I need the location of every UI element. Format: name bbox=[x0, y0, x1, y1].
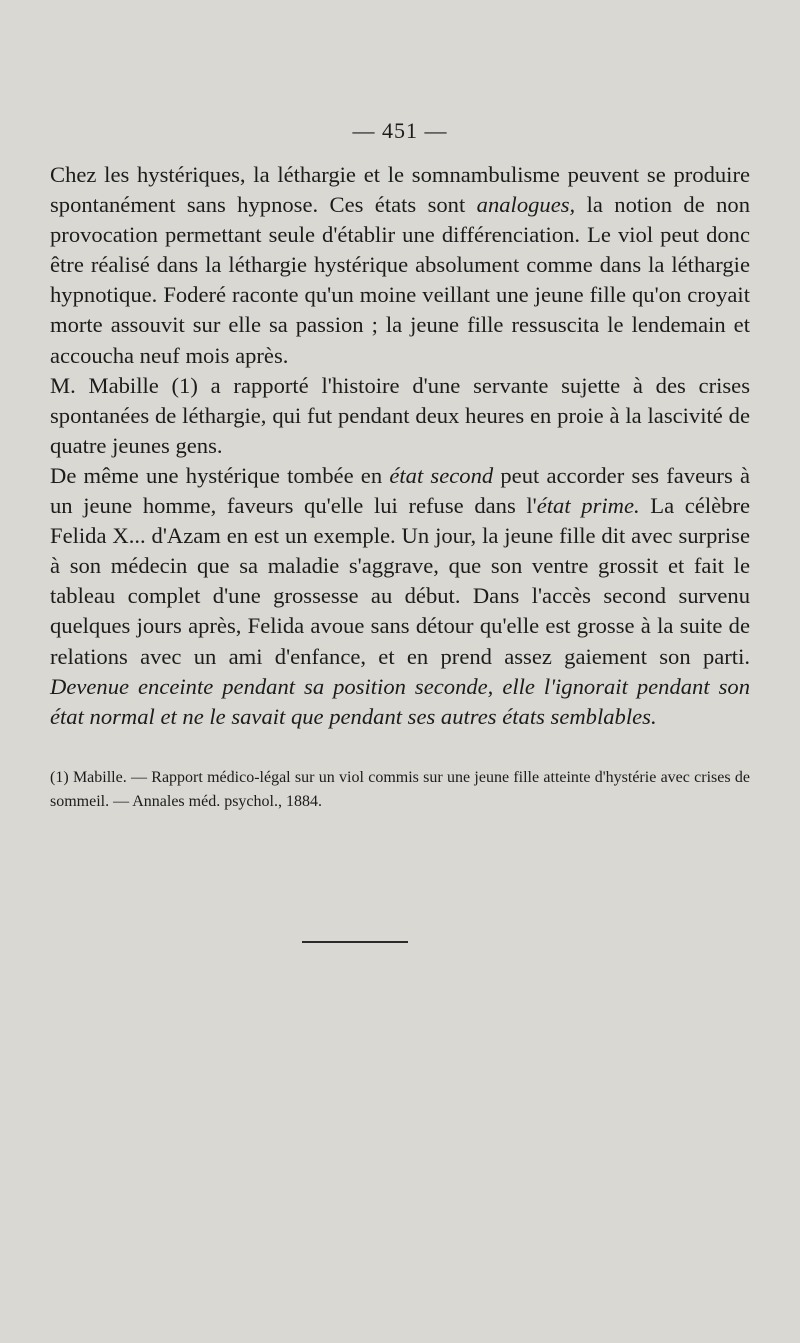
body-text bbox=[50, 160, 750, 732]
italic-span: Devenue enceinte pendant sa position seconde, elle l'ignorait pendant son état normal et ne le savait que pendant ses autres états semblables. bbox=[50, 673, 750, 729]
text-span: La célèbre Felida X... d'Azam en est un exemple. Un jour, la jeune fille dit avec surprise à son médecin que sa maladie s'aggrave, que son ventre grossit et fait le tableau complet d'une grossesse au début. Dans l'accès second survenu quelques jours après, Felida avoue sans détour qu'elle est grosse à la suite de relations avec un ami d'enfance, et en prend assez gaiement son parti. bbox=[50, 493, 751, 669]
italic-span: état second bbox=[389, 462, 494, 488]
end-rule-divider bbox=[302, 941, 408, 943]
text-span: Chez les hystériques, la léthargie et le somnambulisme peuvent se produire spontanément sans hypnose. Ces états sont bbox=[50, 162, 750, 218]
italic-span: analogues, bbox=[476, 192, 576, 218]
paragraph-3 bbox=[50, 461, 750, 732]
page-number: — 451 — bbox=[352, 118, 448, 143]
text-span: M. Mabille (1) a rapporté l'histoire d'une servante sujette à des crises spontanées de léthargie, qui fut pendant deux heures en proie à la lascivité de quatre jeunes gens. bbox=[50, 372, 750, 458]
text-span: la notion de non provocation permettant seule d'établir une différenciation. Le viol peut donc être réalisé dans la léthargie hystérique absolument comme dans la léthargie hypnotique. Foderé raconte qu'un moine veillant une jeune fille qu'on croyait morte assouvit sur elle sa passion ; la jeune fille ressuscita le lendemain et accoucha neuf mois après. bbox=[50, 192, 751, 368]
paragraph-1 bbox=[50, 160, 750, 371]
paragraph-2 bbox=[50, 371, 750, 461]
italic-span: état prime. bbox=[536, 493, 640, 519]
text-span: peut accorder ses faveurs à un jeune homme, faveurs qu'elle lui refuse dans l' bbox=[50, 462, 750, 519]
text-span: De même une hystérique tombée en bbox=[50, 462, 390, 488]
footnote: (1) Mabille. — Rapport médico-légal sur un viol commis sur une jeune fille atteinte d'hystérie avec crises de sommeil. — Annales méd. psychol., 1884. bbox=[50, 769, 750, 810]
